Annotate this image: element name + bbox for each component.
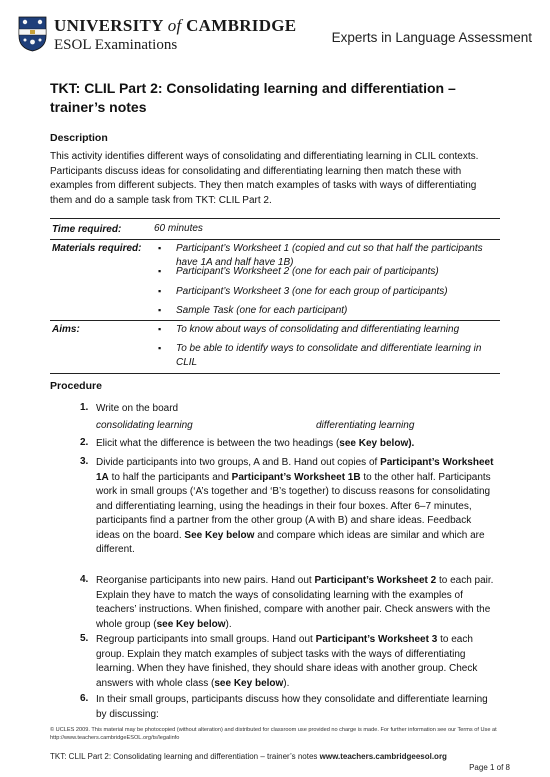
step-2-text: Elicit what the difference is between the two headings (see Key below). bbox=[96, 438, 415, 449]
step-number: 5. bbox=[80, 633, 89, 644]
materials-item: Participant’s Worksheet 2 (one for each pair of participants) bbox=[176, 266, 439, 277]
aims-item: To be able to identify ways to consolidate and differentiate learning in CLIL bbox=[176, 343, 482, 368]
materials-label: Materials required: bbox=[52, 243, 142, 254]
step-number: 1. bbox=[80, 402, 89, 413]
materials-item: Sample Task (one for each participant) bbox=[176, 305, 348, 316]
table-rule bbox=[50, 373, 500, 374]
table-rule bbox=[50, 320, 500, 321]
table-rule bbox=[50, 239, 500, 240]
description-text: This activity identifies different ways of consolidating and differentiating learning in CLIL contexts. Participants discuss ideas for consolidating and differentiating learning then match these with examples from different subjects. They then match examples of tasks with ways of differentiating them and do a sample task from TKT: CLIL Part 2. bbox=[50, 151, 479, 206]
step-number: 6. bbox=[80, 693, 89, 704]
step-6-text: In their small groups, participants discuss how they consolidate and differentiate learning by discussing: bbox=[96, 694, 488, 720]
page-number: Page 1 of 8 bbox=[469, 763, 510, 772]
step-1-text: Write on the board bbox=[96, 403, 179, 414]
board-heading-consolidating: consolidating learning bbox=[96, 420, 193, 431]
aims-label: Aims: bbox=[52, 324, 80, 335]
bullet: ▪ bbox=[158, 286, 162, 296]
description-heading: Description bbox=[50, 132, 108, 144]
step-5-text: Regroup participants into small groups. Hand out Participant’s Worksheet 3 to each group. Explain they match examples of subject tasks with the ways of differentiating learning. When they have finished, they should share ideas with another group. Check answers with whole class (see Key below). bbox=[96, 634, 478, 689]
bullet: ▪ bbox=[158, 266, 162, 276]
copyright-notice: © UCLES 2009. This material may be photocopied (without alteration) and distributed for classroom use provided no charge is made. For further information see our Terms of Use at http://www.teachers.cambridgeESOL.org/ts/legalinfo bbox=[50, 727, 497, 741]
step-number: 4. bbox=[80, 574, 89, 585]
time-label: Time required: bbox=[52, 224, 122, 235]
bullet: ▪ bbox=[158, 243, 162, 253]
bullet: ▪ bbox=[158, 305, 162, 315]
bullet: ▪ bbox=[158, 324, 162, 334]
procedure-heading: Procedure bbox=[50, 380, 102, 392]
page-title: TKT: CLIL Part 2: Consolidating learning and differentiation – trainer’s notes bbox=[50, 80, 456, 115]
step-3-text: Divide participants into two groups, A and B. Hand out copies of Participant’s Worksheet 1A to half the participants and Participant’s Worksheet 1B to the other half. Participants work in small groups (‘A’s together and ‘B’s together) to discuss reasons for consolidating and differentiating learning, using the headings in their four boxes. After 6–7 minutes, participants find a partner from the other group (A with B) and share ideas. Feedback ideas on the board. See Key below and compare which ideas are similar and which are different. bbox=[96, 457, 494, 555]
cambridge-crest-logo bbox=[18, 16, 47, 52]
footer-website-link[interactable]: www.teachers.cambridgeesol.org bbox=[319, 752, 447, 761]
footer-document-title: TKT: CLIL Part 2: Consolidating learning and differentiation – trainer’s notes www.teachers.cambridgeesol.org bbox=[50, 752, 447, 761]
bullet: ▪ bbox=[158, 343, 162, 353]
university-name: UNIVERSITY of CAMBRIDGE bbox=[54, 16, 297, 35]
board-heading-differentiating: differentiating learning bbox=[316, 420, 415, 431]
materials-item: Participant’s Worksheet 3 (one for each group of participants) bbox=[176, 286, 448, 297]
step-number: 3. bbox=[80, 456, 89, 467]
aims-item: To know about ways of consolidating and differentiating learning bbox=[176, 324, 460, 335]
step-4-text: Reorganise participants into new pairs. Hand out Participant’s Worksheet 2 to each pair. Explain they have to match the ways of consolidating learning with the examples of teachers’ instructions. When finished, compare with another pair. Check answers with the whole group (see Key below). bbox=[96, 575, 494, 630]
step-number: 2. bbox=[80, 437, 89, 448]
materials-item: Participant’s Worksheet 1 (copied and cut so that half the participants have 1A and half have 1B) bbox=[176, 243, 483, 268]
table-rule bbox=[50, 218, 500, 219]
time-value: 60 minutes bbox=[154, 223, 203, 234]
esol-examinations: ESOL Examinations bbox=[54, 37, 178, 53]
tagline: Experts in Language Assessment bbox=[331, 30, 532, 45]
